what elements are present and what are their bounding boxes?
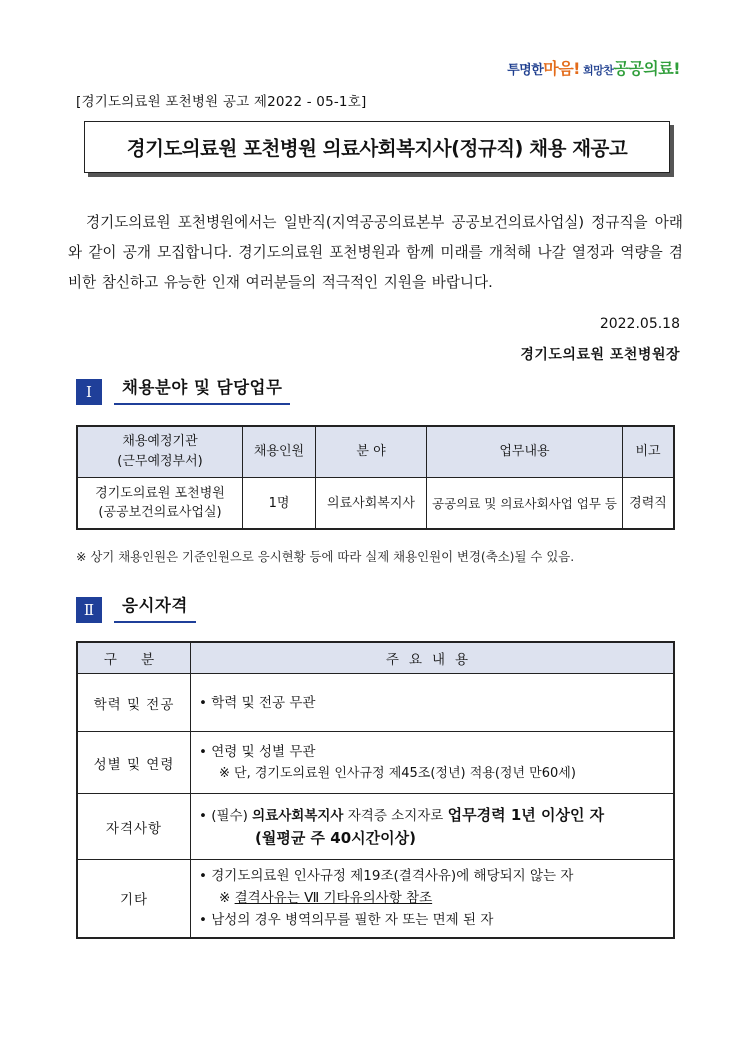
table-row xyxy=(77,732,674,794)
header-field: 분 야 xyxy=(316,426,427,478)
cell-count: 1명 xyxy=(243,478,316,530)
table-row xyxy=(77,860,674,938)
header-category: 구 분 xyxy=(77,642,191,674)
recruitment-table xyxy=(76,425,675,530)
document-title: 경기도의료원 포천병원 의료사회복지사(정규직) 채용 재공고 xyxy=(84,121,670,173)
section1-title: 채용분야 및 담당업무 xyxy=(114,378,290,405)
qualification-table xyxy=(76,641,675,939)
row-content-education: • 학력 및 전공 무관 xyxy=(191,674,675,732)
notice-date: 2022.05.18 xyxy=(599,316,680,332)
row-label-education: 학력 및 전공 xyxy=(77,674,191,732)
row-label-gender-age: 성별 및 연령 xyxy=(77,732,191,794)
table-row xyxy=(77,674,674,732)
signer: 경기도의료원 포천병원장 xyxy=(520,347,680,363)
header-duty: 업무내용 xyxy=(427,426,623,478)
header-remark: 비고 xyxy=(623,426,675,478)
table-header-row xyxy=(77,642,674,674)
section1-number: I xyxy=(76,379,102,405)
header-org: 채용예정기관 (근무예정부서) xyxy=(77,426,243,478)
table-row xyxy=(77,478,674,530)
section2-heading xyxy=(76,596,196,623)
table-header-row xyxy=(77,426,674,478)
row-label-etc: 기타 xyxy=(77,860,191,938)
table-row xyxy=(77,794,674,860)
section2-title: 응시자격 xyxy=(114,596,196,623)
section2-number: Ⅱ xyxy=(76,597,102,623)
row-content-gender-age: • 연령 및 성별 무관 ※ 단, 경기도의료원 인사규정 제45조(정년) 적용(정년 만60세) xyxy=(191,732,675,794)
row-content-qualification: • (필수) 의료사회복지사 자격증 소지자로 업무경력 1년 이상인 자 (월평균 주 40시간이상) xyxy=(191,794,675,860)
row-content-etc: • 경기도의료원 인사규정 제19조(결격사유)에 해당되지 않는 자 ※ 결격사유는 Ⅶ 기타유의사항 참조 • 남성의 경우 병역의무를 필한 자 또는 면제 된 자 xyxy=(191,860,675,938)
section1-heading xyxy=(76,378,290,405)
notice-number: [경기도의료원 포천병원 공고 제2022 - 05-1호] xyxy=(76,94,367,110)
cell-remark: 경력직 xyxy=(623,478,675,530)
header-content: 주요내용 xyxy=(191,642,675,674)
cell-field: 의료사회복지사 xyxy=(316,478,427,530)
cell-org: 경기도의료원 포천병원 (공공보건의료사업실) xyxy=(77,478,243,530)
cell-duty: 공공의료 및 의료사회사업 업무 등 xyxy=(427,478,623,530)
row-label-qualification: 자격사항 xyxy=(77,794,191,860)
recruitment-note: ※ 상기 채용인원은 기준인원으로 응시현황 등에 따라 실제 채용인원이 변경(축소)될 수 있음. xyxy=(76,549,575,564)
header-count: 채용인원 xyxy=(243,426,316,478)
intro-paragraph: 경기도의료원 포천병원에서는 일반직(지역공공의료본부 공공보건의료사업실) 정규직을 아래와 같이 공개 모집합니다. 경기도의료원 포천병원과 함께 미래를 개척해 나갈 열정과 역량을 겸비한 참신하고 유능한 인재 여러분들의 적극적인 지원을 바랍니다. xyxy=(68,214,683,291)
brand-slogan-logo: 투명한마음! 희망찬공공의료! xyxy=(507,59,680,78)
